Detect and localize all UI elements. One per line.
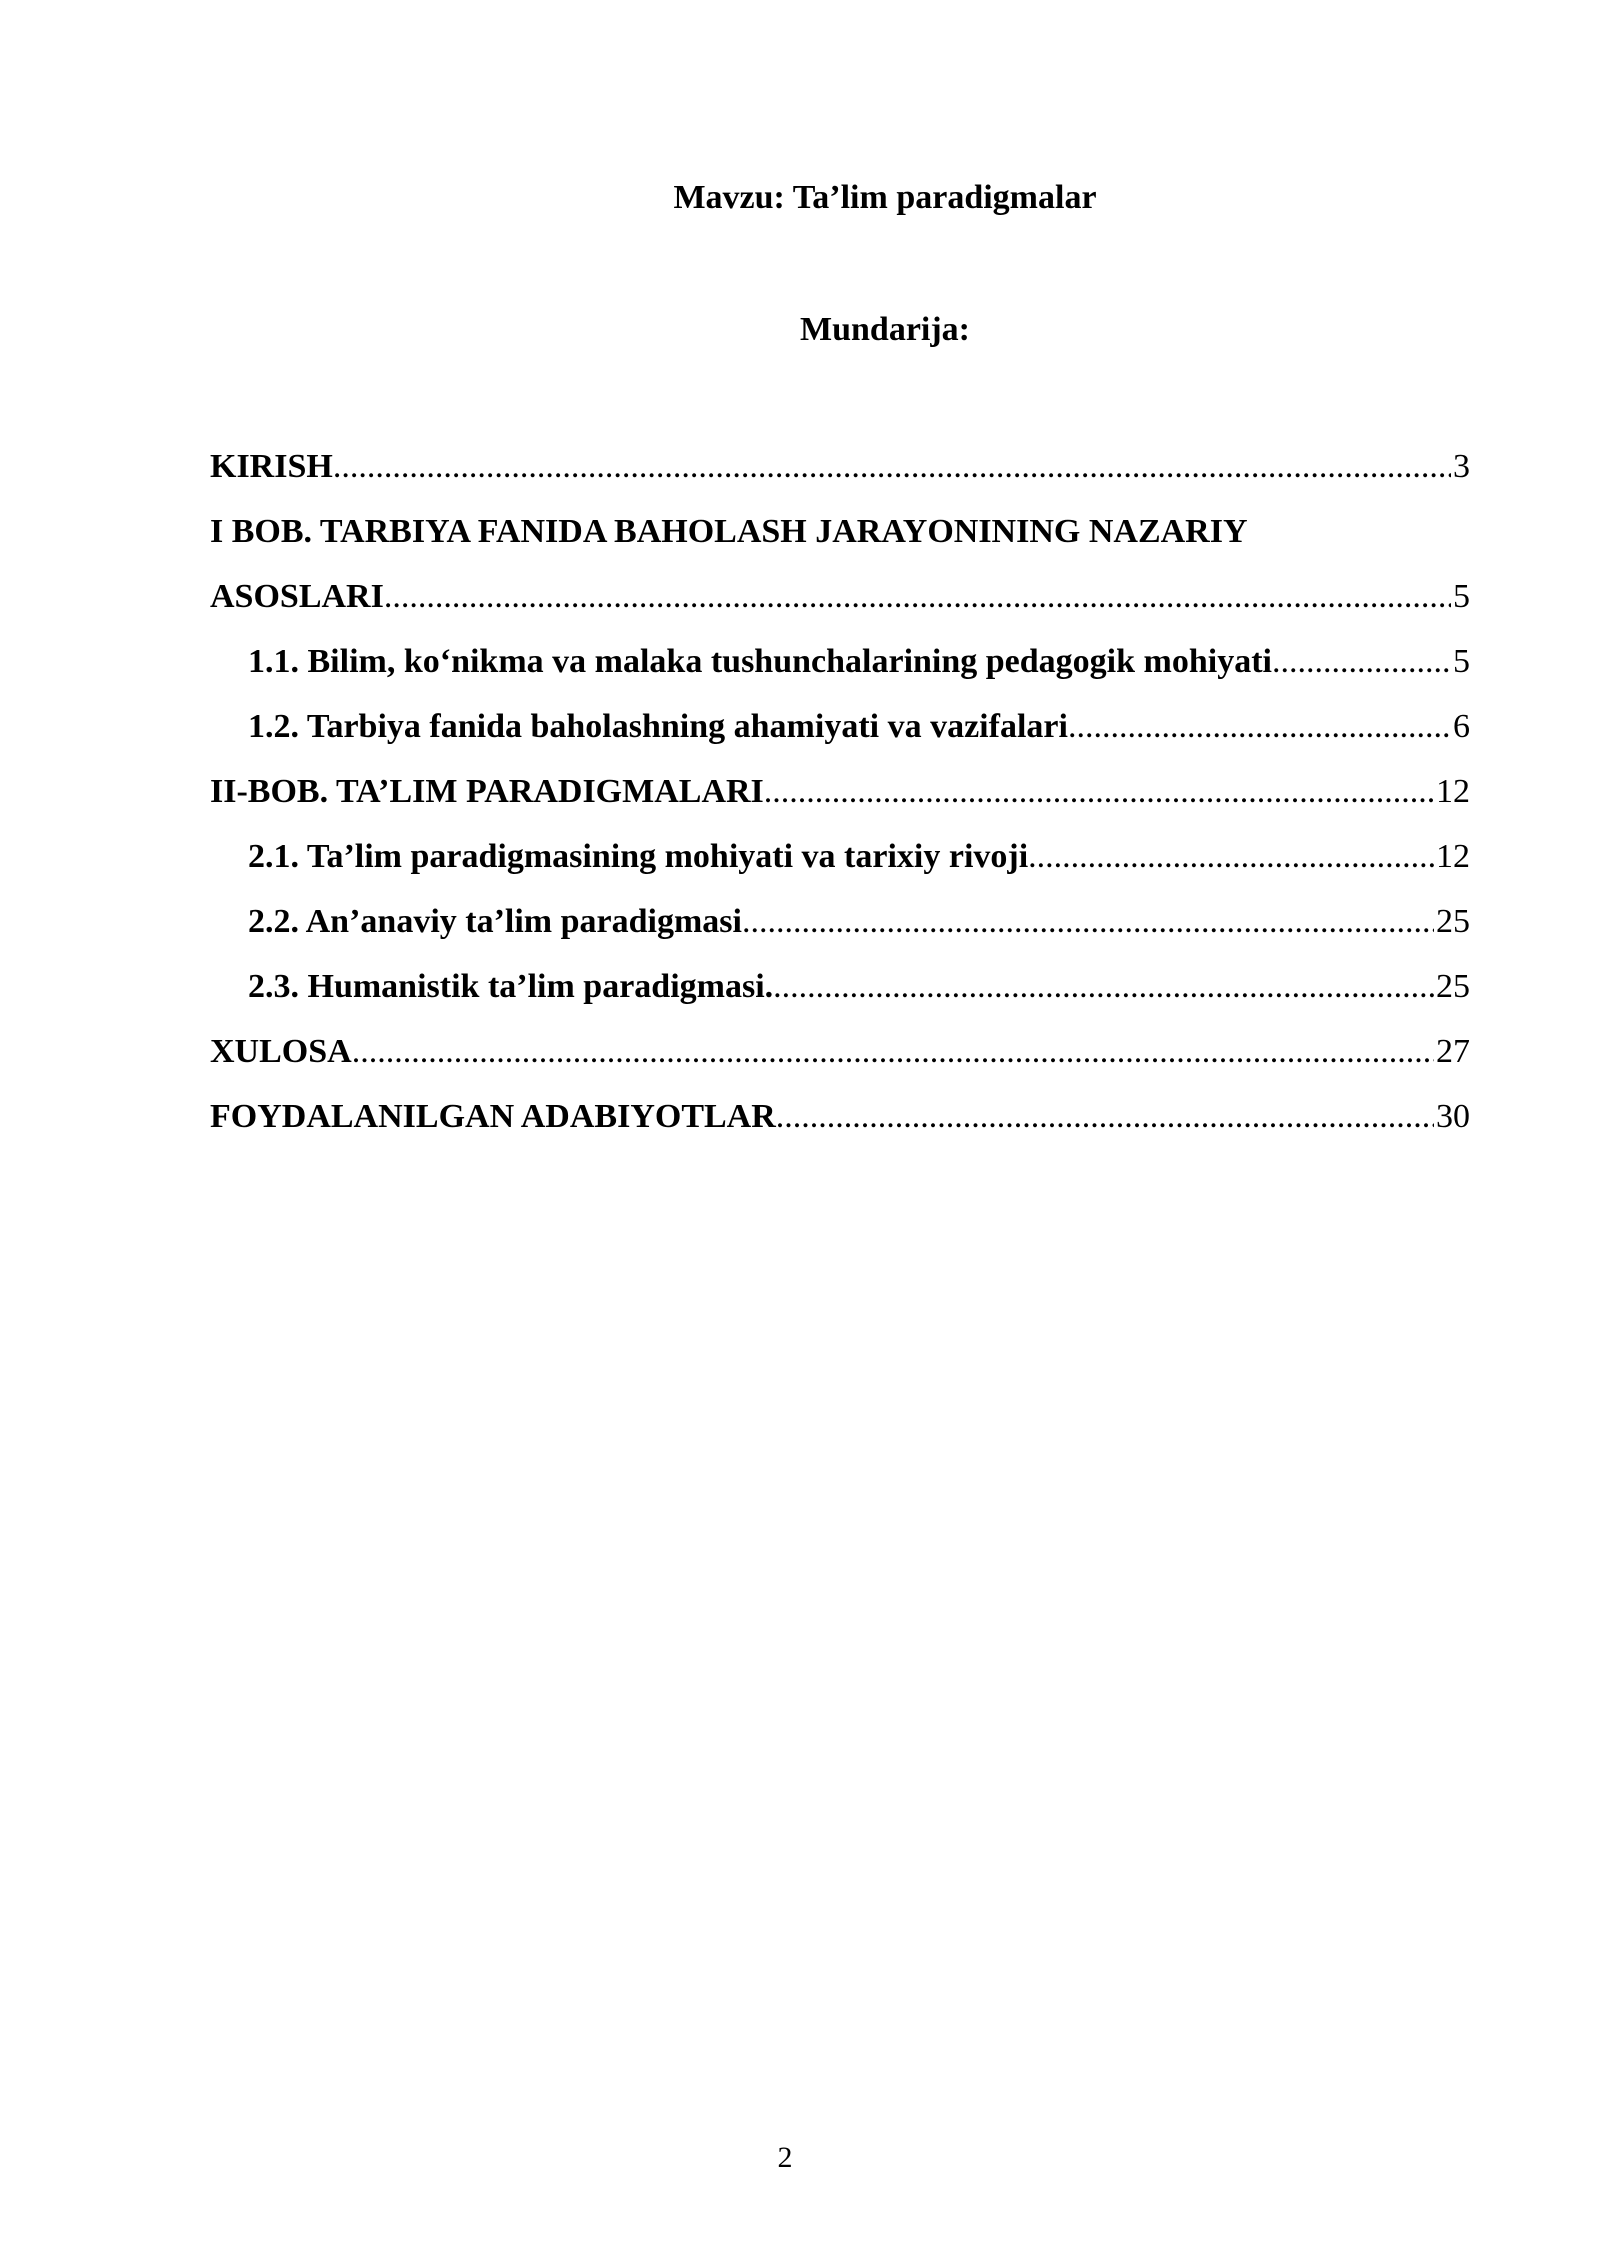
toc-entry-label: FOYDALANILGAN ADABIYOTLAR — [210, 1098, 776, 1135]
toc-heading — [0, 306, 1600, 354]
page-number — [0, 2138, 1600, 2178]
toc-entry-label: II-BOB. TA’LIM PARADIGMALARI — [210, 773, 764, 810]
toc-entry-label: I BOB. TARBIYA FANIDA BAHOLASH JARAYONINING NAZARIY — [210, 513, 1248, 550]
toc-dot-leader — [1068, 694, 1451, 759]
toc-entry-page: 25 — [1436, 903, 1470, 940]
toc-entry-section-1-1[interactable] — [210, 629, 1470, 694]
toc-dot-leader — [773, 954, 1434, 1019]
toc-entry-chapter-2[interactable] — [210, 759, 1470, 824]
page-number-text: 2 — [777, 2141, 793, 2174]
toc-entry-page: 6 — [1453, 708, 1470, 745]
toc-entry-page: 27 — [1436, 1033, 1470, 1070]
toc-entry-label: XULOSA — [210, 1033, 352, 1070]
toc-dot-leader — [764, 759, 1434, 824]
toc-dot-leader — [776, 1084, 1434, 1149]
toc-dot-leader — [333, 434, 1451, 499]
topic-title — [0, 174, 1600, 222]
toc-dot-leader — [742, 889, 1434, 954]
toc-entry-page: 12 — [1436, 773, 1470, 810]
toc-entry-adabiyotlar[interactable] — [210, 1084, 1470, 1149]
toc-entry-label: 2.3. Humanistik ta’lim paradigmasi. — [248, 968, 774, 1005]
toc-entry-page: 3 — [1453, 448, 1470, 485]
toc-entry-page: 5 — [1453, 643, 1470, 680]
toc-entry-chapter-1-continued[interactable] — [210, 564, 1470, 629]
toc-entry-label: 1.1. Bilim, ko‘nikma va malaka tushunchalarining pedagogik mohiyati — [248, 643, 1272, 680]
toc-dot-leader — [1028, 824, 1434, 889]
toc-entry-label: 1.2. Tarbiya fanida baholashning ahamiyati va vazifalari — [248, 708, 1068, 745]
toc-heading-text: Mundarija: — [800, 311, 970, 348]
toc-entry-label: 2.1. Ta’lim paradigmasining mohiyati va tarixiy rivoji — [248, 838, 1029, 875]
toc-dot-leader — [1272, 629, 1451, 694]
toc-entry-page: 30 — [1436, 1098, 1470, 1135]
toc-entry-kirish[interactable] — [210, 434, 1470, 499]
toc-entry-section-1-2[interactable] — [210, 694, 1470, 759]
toc-entry-label: ASOSLARI — [210, 578, 384, 615]
toc-entry-page: 12 — [1436, 838, 1470, 875]
toc-dot-leader — [384, 564, 1451, 629]
toc-entry-xulosa[interactable] — [210, 1019, 1470, 1084]
toc-entry-section-2-2[interactable] — [210, 889, 1470, 954]
toc-entry-label: KIRISH — [210, 448, 333, 485]
toc-entry-label: 2.2. An’anaviy ta’lim paradigmasi — [248, 903, 742, 940]
toc-entry-chapter-1[interactable] — [210, 499, 1470, 564]
toc-entry-page: 5 — [1453, 578, 1470, 615]
toc-entry-page: 25 — [1436, 968, 1470, 1005]
toc-entry-section-2-1[interactable] — [210, 824, 1470, 889]
toc-entry-section-2-3[interactable] — [210, 954, 1470, 1019]
toc-dot-leader — [352, 1019, 1434, 1084]
table-of-contents — [210, 434, 1470, 1149]
topic-title-text: Mavzu: Ta’lim paradigmalar — [673, 179, 1097, 216]
